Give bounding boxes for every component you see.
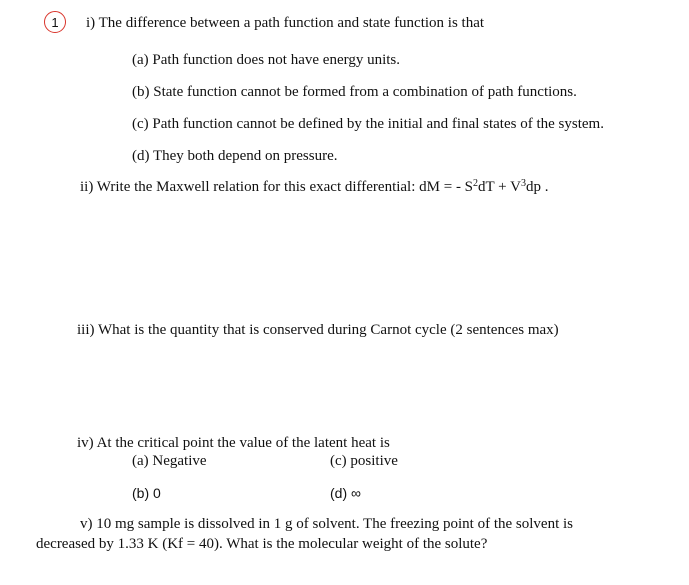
part-v-line-2: decreased by 1.33 K (Kf = 40). What is the molecular weight of the solute? xyxy=(36,536,488,552)
part-v-line-1: v) 10 mg sample is dissolved in 1 g of solvent. The freezing point of the solvent is xyxy=(80,516,573,532)
part-ii-sup-1: 2 xyxy=(473,178,479,189)
part-iv-prompt: iv) At the critical point the value of the latent heat is xyxy=(77,435,390,451)
part-ii-sup-2: 3 xyxy=(520,178,526,189)
part-i-option-b: (b) State function cannot be formed from a combination of path functions. xyxy=(132,84,577,100)
part-iv-option-b: (b) 0 xyxy=(132,485,161,501)
part-i-option-c: (c) Path function cannot be defined by the initial and final states of the system. xyxy=(132,116,604,132)
part-iv-option-a: (a) Negative xyxy=(132,453,207,469)
part-iv-option-c: (c) positive xyxy=(330,453,398,469)
part-iii-prompt: iii) What is the quantity that is conserved during Carnot cycle (2 sentences max) xyxy=(77,322,559,338)
part-ii-text-end: dp . xyxy=(525,179,549,195)
question-number-badge xyxy=(44,11,66,33)
part-i-prompt: i) The difference between a path function and state function is that xyxy=(86,15,485,31)
part-iv-option-d: (d) ∞ xyxy=(330,485,361,501)
part-ii-prompt xyxy=(80,178,548,196)
part-i-option-d: (d) They both depend on pressure. xyxy=(132,148,338,164)
part-ii-text-mid: dT + V xyxy=(478,179,521,195)
question-number: 1 xyxy=(51,14,59,30)
part-ii-text-start: ii) Write the Maxwell relation for this exact differential: dM = - S xyxy=(80,179,474,195)
part-i-option-a: (a) Path function does not have energy units. xyxy=(132,52,400,68)
